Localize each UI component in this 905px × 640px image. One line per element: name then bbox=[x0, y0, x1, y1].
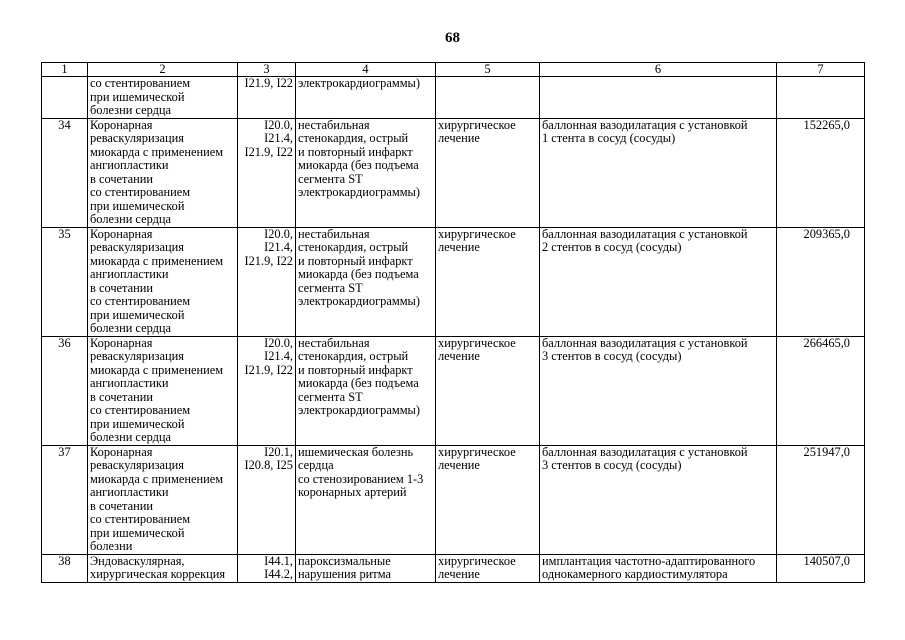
column-header-6: 6 bbox=[540, 63, 777, 77]
table-row bbox=[42, 227, 865, 336]
service-name: со стентированием при ишемической болезни сердца bbox=[88, 77, 238, 119]
table-row bbox=[42, 77, 865, 119]
price: 251947,0 bbox=[777, 445, 865, 554]
icd-codes: I21.9, I22 bbox=[238, 77, 296, 119]
treatment-method bbox=[540, 77, 777, 119]
table-row bbox=[42, 445, 865, 554]
column-header-5: 5 bbox=[436, 63, 540, 77]
diagnosis: нестабильная стенокардия, острый и повторный инфаркт миокарда (без подъема сегмента ST электрокардиограммы) bbox=[296, 118, 436, 227]
icd-codes: I44.1, I44.2, bbox=[238, 554, 296, 582]
diagnosis: нестабильная стенокардия, острый и повторный инфаркт миокарда (без подъема сегмента ST электрокардиограммы) bbox=[296, 336, 436, 445]
diagnosis: ишемическая болезнь сердца со стенозированием 1-3 коронарных артерий bbox=[296, 445, 436, 554]
row-number: 35 bbox=[42, 227, 88, 336]
treatment-type: хирургическое лечение bbox=[436, 118, 540, 227]
column-header-4: 4 bbox=[296, 63, 436, 77]
price: 266465,0 bbox=[777, 336, 865, 445]
treatment-type: хирургическое лечение bbox=[436, 227, 540, 336]
row-number: 38 bbox=[42, 554, 88, 582]
services-table bbox=[41, 62, 865, 583]
table-row bbox=[42, 336, 865, 445]
diagnosis: пароксизмальные нарушения ритма bbox=[296, 554, 436, 582]
row-number bbox=[42, 77, 88, 119]
column-header-2: 2 bbox=[88, 63, 238, 77]
row-number: 34 bbox=[42, 118, 88, 227]
icd-codes: I20.0, I21.4, I21.9, I22 bbox=[238, 227, 296, 336]
table-header-row bbox=[42, 63, 865, 77]
column-header-1: 1 bbox=[42, 63, 88, 77]
row-number: 36 bbox=[42, 336, 88, 445]
service-name: Коронарная реваскуляризация миокарда с применением ангиопластики в сочетании со стентированием при ишемической болезни сердца bbox=[88, 227, 238, 336]
treatment-method: баллонная вазодилатация с установкой 3 стентов в сосуд (сосуды) bbox=[540, 336, 777, 445]
column-header-3: 3 bbox=[238, 63, 296, 77]
diagnosis: электрокардиограммы) bbox=[296, 77, 436, 119]
treatment-type: хирургическое лечение bbox=[436, 445, 540, 554]
treatment-method: баллонная вазодилатация с установкой 3 стентов в сосуд (сосуды) bbox=[540, 445, 777, 554]
service-name: Коронарная реваскуляризация миокарда с применением ангиопластики в сочетании со стентированием при ишемической болезни сердца bbox=[88, 336, 238, 445]
table-row bbox=[42, 118, 865, 227]
treatment-type: хирургическое лечение bbox=[436, 336, 540, 445]
icd-codes: I20.1, I20.8, I25 bbox=[238, 445, 296, 554]
treatment-method: баллонная вазодилатация с установкой 1 стента в сосуд (сосуды) bbox=[540, 118, 777, 227]
service-name: Коронарная реваскуляризация миокарда с применением ангиопластики в сочетании со стентированием при ишемической болезни bbox=[88, 445, 238, 554]
treatment-method: баллонная вазодилатация с установкой 2 стентов в сосуд (сосуды) bbox=[540, 227, 777, 336]
treatment-type bbox=[436, 77, 540, 119]
page-number: 68 bbox=[445, 30, 460, 46]
icd-codes: I20.0, I21.4, I21.9, I22 bbox=[238, 336, 296, 445]
column-header-7: 7 bbox=[777, 63, 865, 77]
row-number: 37 bbox=[42, 445, 88, 554]
price bbox=[777, 77, 865, 119]
service-name: Коронарная реваскуляризация миокарда с применением ангиопластики в сочетании со стентированием при ишемической болезни сердца bbox=[88, 118, 238, 227]
price: 152265,0 bbox=[777, 118, 865, 227]
price: 209365,0 bbox=[777, 227, 865, 336]
icd-codes: I20.0, I21.4, I21.9, I22 bbox=[238, 118, 296, 227]
treatment-method: имплантация частотно-адаптированного однокамерного кардиостимулятора bbox=[540, 554, 777, 582]
service-name: Эндоваскулярная, хирургическая коррекция bbox=[88, 554, 238, 582]
treatment-type: хирургическое лечение bbox=[436, 554, 540, 582]
table-row bbox=[42, 554, 865, 582]
price: 140507,0 bbox=[777, 554, 865, 582]
diagnosis: нестабильная стенокардия, острый и повторный инфаркт миокарда (без подъема сегмента ST электрокардиограммы) bbox=[296, 227, 436, 336]
